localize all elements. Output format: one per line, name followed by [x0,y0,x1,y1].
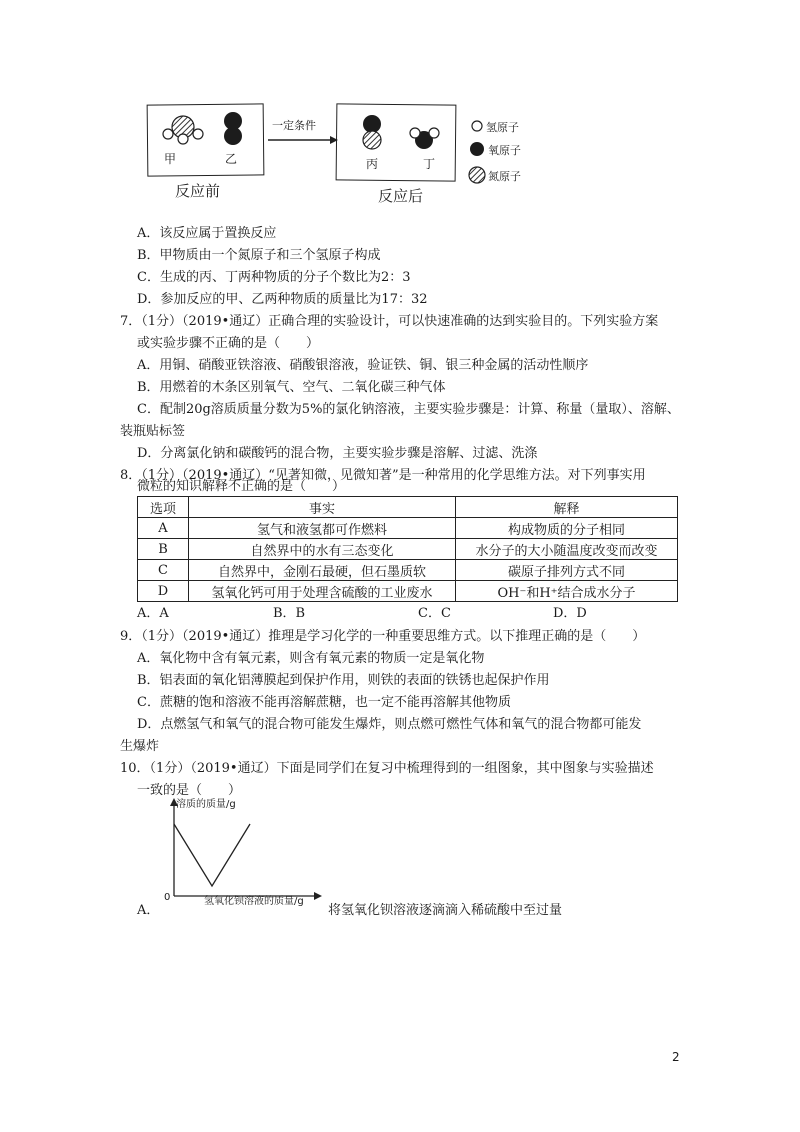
q10-stem-line2: 一致的是（ ） [137,783,242,798]
q7-option-d: D．分离氯化钠和碳酸钙的混合物，主要实验步骤是溶解、过滤、洗涤 [137,446,538,461]
q7-option-c: C．配制20g溶质质量分数为5%的氯化钠溶液，主要实验步骤是：计算、称量（量取）、溶解、 [137,402,680,417]
q9-option-a: A．氧化物中含有氧元素，则含有氧元素的物质一定是氧化物 [137,651,485,666]
legend-oxygen-label: 氧原子 [488,144,521,157]
q8-stem-line2: 微粒的知识解释不正确的是（ ） [137,479,346,494]
legend-nitrogen-label: 氮原子 [488,170,521,183]
page-number: 2 [672,1050,680,1064]
q7-stem-line2: 或实验步骤不正确的是（ ） [137,336,320,351]
molecule-ding-icon [410,128,439,149]
table-cell: 自然界中的水有三态变化 [189,539,456,560]
after-caption: 反应后 [378,187,424,205]
label-bing: 丙 [366,157,379,171]
q6-option-b: B．甲物质由一个氮原子和三个氢原子构成 [137,248,381,263]
table-cell: B [138,539,189,560]
table-cell: 自然界中，金刚石最硬，但石墨质软 [189,560,456,581]
q8-answer-c: C．C [418,606,451,621]
table-header-fact: 事实 [189,497,456,518]
legend-hydrogen-icon [472,121,482,131]
q8-answer-b: B．B [273,606,306,621]
q9-stem: 9．（1分）（2019•通辽）推理是学习化学的一种重要思维方式。以下推理正确的是（ ） [120,629,646,644]
label-ding: 丁 [423,157,436,171]
q10-option-a-label: A． [137,903,160,918]
table-row [138,560,678,581]
q7-option-a: A．用铜、硝酸亚铁溶液、硝酸银溶液，验证铁、铜、银三种金属的活动性顺序 [137,358,589,373]
table-cell: 构成物质的分子相同 [456,518,678,539]
q7-stem-line1: 7．（1分）（2019•通辽）正确合理的实验设计，可以快速准确的达到实验目的。下列实验方案 [120,314,659,329]
q8-answer-d: D．D [553,606,587,621]
table-cell: A [138,518,189,539]
table-cell: 碳原子排列方式不同 [456,560,678,581]
q10-option-a-description: 将氢氧化钡溶液逐滴滴入稀硫酸中至过量 [328,903,563,918]
legend-nitrogen-icon [469,167,485,183]
table-cell: D [138,581,189,602]
table-header-explanation: 解释 [456,497,678,518]
before-caption: 反应前 [175,182,221,200]
q8-answer-a: A．A [137,606,169,621]
q6-option-a: A．该反应属于置换反应 [137,226,277,241]
table-header-option: 选项 [138,497,189,518]
table-header-row [138,497,678,518]
legend-hydrogen-label: 氢原子 [486,121,519,134]
q10-graph-origin: 0 [164,892,171,903]
table-cell: 水分子的大小随温度改变而改变 [456,539,678,560]
table-cell: 氢氧化钙可用于处理含硫酸的工业废水 [189,581,456,602]
table-row [138,581,678,602]
q8-stem-line1: 8．（1分）（2019•通辽）“见著知微，见微知著”是一种常用的化学思维方法。对下列事实用 [120,468,646,483]
q10-stem-line1: 10．（1分）（2019•通辽）下面是同学们在复习中梳理得到的一组图象，其中图象与实验描述 [120,761,654,776]
arrow-label: 一定条件 [272,119,316,132]
q7-option-c-continued: 装瓶贴标签 [120,424,186,439]
q10-graph-ylabel: 溶质的质量/g [176,799,236,810]
q8-facts-table [137,496,678,602]
q9-option-d: D．点燃氢气和氧气的混合物可能发生爆炸，则点燃可燃性气体和氧气的混合物都可能发 [137,717,642,732]
legend-oxygen-icon [470,142,484,156]
table-row [138,518,678,539]
molecule-jia-icon [163,116,203,144]
table-cell: OH⁻和H⁺结合成水分子 [456,581,678,602]
q6-option-d: D．参加反应的甲、乙两种物质的质量比为17：32 [137,292,428,307]
molecule-yi-icon [224,112,242,145]
q7-option-b: B．用燃着的木条区别氧气、空气、二氧化碳三种气体 [137,380,446,395]
label-jia: 甲 [164,152,177,166]
q10-graph-xlabel: 氢氧化钡溶液的质量/g [204,896,304,907]
q9-option-c: C．蔗糖的饱和溶液不能再溶解蔗糖，也一定不能再溶解其他物质 [137,695,511,710]
q9-option-d-continued: 生爆炸 [120,739,160,754]
q6-option-c: C．生成的丙、丁两种物质的分子个数比为2：3 [137,270,411,285]
table-cell: 氢气和液氢都可作燃料 [189,518,456,539]
table-cell: C [138,560,189,581]
table-row [138,539,678,560]
label-yi: 乙 [225,152,238,166]
molecule-bing-icon [363,115,381,149]
q9-option-b: B．铝表面的氧化铝薄膜起到保护作用，则铁的表面的铁锈也起保护作用 [137,673,550,688]
